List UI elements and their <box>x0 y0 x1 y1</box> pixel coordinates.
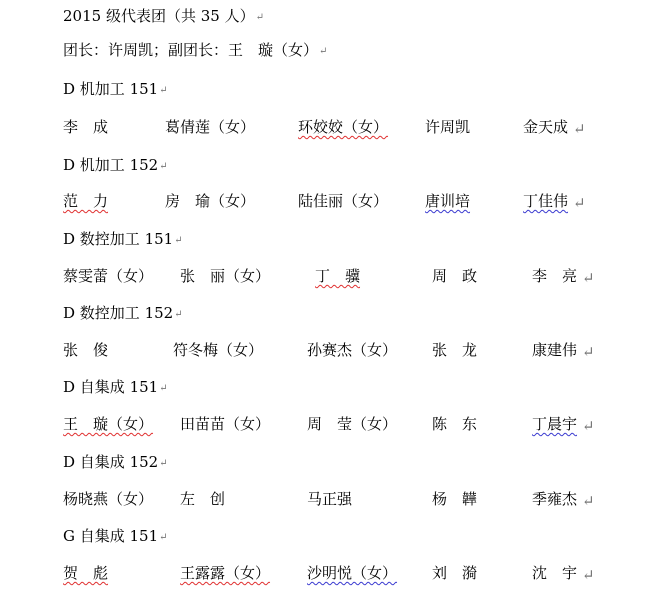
paragraph-mark-icon: ↵ <box>174 235 183 246</box>
member-name: 康建伟 <box>532 341 578 359</box>
paragraph-mark-icon: ↵ <box>159 161 168 172</box>
paragraph-mark-icon: ↵ <box>174 309 183 320</box>
member-name: 陈 东 <box>432 415 478 433</box>
member-name: 蔡雯蕾（女） <box>63 267 154 285</box>
paragraph-mark-icon: ↵ <box>319 46 328 57</box>
member-name: 房 瑜（女） <box>165 192 256 210</box>
paragraph-mark-icon: ↵ <box>582 492 595 510</box>
paragraph-mark-icon: ↵ <box>159 458 168 469</box>
member-name: 沙明悦（女） <box>307 564 398 582</box>
member-name: 环姣姣（女） <box>298 118 389 136</box>
member-name: 许周凯 <box>425 118 471 136</box>
class-heading <box>63 155 168 177</box>
class-name: D 自集成 151 <box>63 378 159 396</box>
member-name: 左 创 <box>180 490 226 508</box>
member-name: 张 龙 <box>432 341 478 359</box>
member-name: 唐训培 <box>425 192 471 210</box>
class-name: G 自集成 151 <box>63 527 159 545</box>
class-name: D 自集成 152 <box>63 453 159 471</box>
member-name: 李 亮 <box>532 267 578 285</box>
member-name: 周 政 <box>432 267 478 285</box>
member-name: 金天成 <box>523 118 569 136</box>
paragraph-mark-icon: ↵ <box>582 343 595 361</box>
paragraph-mark-icon: ↵ <box>159 85 168 96</box>
paragraph-mark-icon: ↵ <box>582 269 595 287</box>
member-name: 沈 宇 <box>532 564 578 582</box>
leaders-text: 团长：许周凯；副团长：王 璇（女） <box>63 41 319 59</box>
class-heading <box>63 79 168 101</box>
member-name: 符冬梅（女） <box>173 341 264 359</box>
class-heading <box>63 229 183 251</box>
member-name: 李 成 <box>63 118 109 136</box>
member-name: 孙赛杰（女） <box>307 341 398 359</box>
member-name: 田苗苗（女） <box>180 415 271 433</box>
paragraph-mark-icon: ↵ <box>582 566 595 584</box>
member-name: 张 俊 <box>63 341 109 359</box>
paragraph-mark-icon: ↵ <box>573 120 586 138</box>
leaders-line <box>63 40 327 62</box>
delegation-title <box>63 6 264 28</box>
title-text: 2015 级代表团（共 35 人） <box>63 7 255 25</box>
paragraph-mark-icon: ↵ <box>573 194 586 212</box>
paragraph-mark-icon: ↵ <box>159 383 168 394</box>
member-name: 丁佳伟 <box>523 192 569 210</box>
class-heading <box>63 452 168 474</box>
member-name: 丁 骥 <box>315 267 361 285</box>
class-name: D 数控加工 152 <box>63 304 174 322</box>
class-heading <box>63 526 168 548</box>
member-name: 陆佳丽（女） <box>298 192 389 210</box>
class-name: D 数控加工 151 <box>63 230 174 248</box>
member-name: 王露露（女） <box>180 564 271 582</box>
member-name: 杨晓燕（女） <box>63 490 154 508</box>
paragraph-mark-icon: ↵ <box>582 417 595 435</box>
member-name: 丁晨宇 <box>532 415 578 433</box>
member-name: 范 力 <box>63 192 109 210</box>
member-name: 马正强 <box>307 490 353 508</box>
member-name: 刘 漪 <box>432 564 478 582</box>
class-name: D 机加工 152 <box>63 156 159 174</box>
paragraph-mark-icon: ↵ <box>159 532 168 543</box>
member-name: 王 璇（女） <box>63 415 154 433</box>
class-name: D 机加工 151 <box>63 80 159 98</box>
member-name: 葛倩莲（女） <box>165 118 256 136</box>
member-name: 季雍杰 <box>532 490 578 508</box>
class-heading <box>63 377 168 399</box>
member-name: 周 莹（女） <box>307 415 398 433</box>
class-heading <box>63 303 183 325</box>
paragraph-mark-icon: ↵ <box>255 12 264 23</box>
member-name: 张 丽（女） <box>180 267 271 285</box>
member-name: 杨 韡 <box>432 490 478 508</box>
member-name: 贺 彪 <box>63 564 109 582</box>
